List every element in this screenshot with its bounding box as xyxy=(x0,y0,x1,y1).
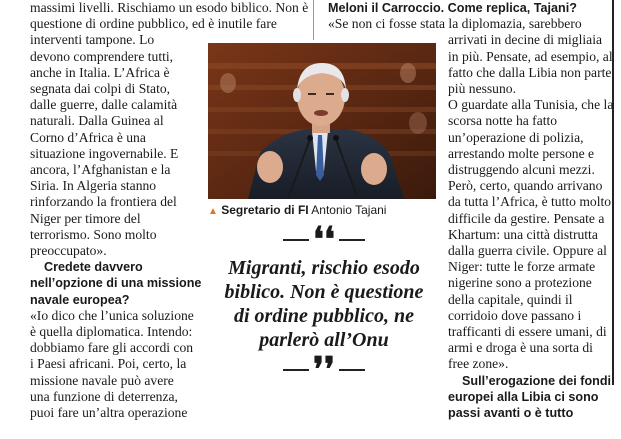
text-line: questione di ordine pubblico, ed è inutile fare xyxy=(30,16,277,32)
text-line: Però, certo, quando arrivano xyxy=(448,178,603,194)
interview-question-2 xyxy=(328,373,610,422)
text-line: situazione ingovernabile. E xyxy=(30,145,179,161)
quote-rule-left xyxy=(283,369,309,371)
text-line: dalla guerra civile. Oppure al xyxy=(448,243,607,259)
text-line: arrivati in decine di migliaia xyxy=(448,32,603,48)
text-line: una funzione di deterrenza, xyxy=(30,388,178,404)
text-line: è quella diplomatica. Intendo: xyxy=(30,324,193,340)
text-line: trafficanti di essere umani, di xyxy=(448,324,607,340)
text-line: segnata dai colpi di Stato, xyxy=(30,81,171,97)
text-line: da tutta l’Africa, è tutto molto xyxy=(448,194,612,210)
text-line: distruggendo alcuni mezzi. xyxy=(448,162,595,178)
text-line: corridoio dove passano i xyxy=(448,307,582,323)
question-line: nell’opzione di una missione xyxy=(30,276,202,291)
text-line: devono comprendere tutti, xyxy=(30,48,174,64)
text-line: Niger per timore del xyxy=(30,210,141,226)
text-line: «Io dico che l’unica soluzione xyxy=(30,307,194,323)
caption-triangle-icon: ▲ xyxy=(208,206,218,217)
text-line: i Paesi africani. Poi, certo, la xyxy=(30,356,187,372)
text-line: nigerine sono a protezione xyxy=(448,275,592,291)
text-line: della capitale, quindi il xyxy=(448,291,573,307)
text-line: armi e droga è una sorta di xyxy=(448,340,593,356)
text-line: anche in Italia. L’Africa è xyxy=(30,64,170,80)
text-line: un’operazione di polizia, xyxy=(448,129,584,145)
open-quote-icon: ❛❛ xyxy=(313,220,335,260)
text-line: fatto che dalla Libia non parte xyxy=(448,64,612,80)
text-line: Khartum: una città distrutta xyxy=(448,226,598,242)
text-line: dalle guerre, dalle calamità xyxy=(30,97,178,113)
text-line: preoccupato». xyxy=(30,243,107,259)
question-line: Sull’erogazione dei fondi xyxy=(462,373,612,388)
caption-role: Segretario di FI xyxy=(221,203,309,217)
text-line: dobbiamo fare gli accordi con xyxy=(30,340,194,356)
interview-question xyxy=(30,259,202,308)
text-line: puoi fare un’altra operazione xyxy=(30,405,188,421)
right-article-column xyxy=(328,0,614,421)
question-line: navale europea? xyxy=(30,292,130,307)
question-line: europei alla Libia ci sono xyxy=(448,389,599,404)
text-line: scorsa notte ha fatto xyxy=(448,113,558,129)
text-line: terrorismo. Sono molto xyxy=(30,226,157,242)
text-line: free zone». xyxy=(448,356,509,372)
quote-rule-left xyxy=(283,239,309,241)
column-divider xyxy=(313,0,314,40)
interview-answer xyxy=(30,308,202,421)
text-line: rinforzando la frontiera del xyxy=(30,194,177,210)
text-line: Niger: tutte le forze armate xyxy=(448,259,596,275)
pull-quote-line: di ordine pubblico, ne xyxy=(233,305,414,327)
pull-quote-line: biblico. Non è questione xyxy=(224,281,424,303)
close-quote-icon: ❜❜ xyxy=(313,350,335,390)
caption-name: Antonio Tajani xyxy=(311,203,387,217)
text-line: Corno d’Africa è una xyxy=(30,129,146,145)
text-line: ancora, l’Afghanistan e la xyxy=(30,162,171,178)
text-line: più nessuno. xyxy=(448,81,516,97)
question-line: Meloni il Carroccio. Come replica, Tajani? xyxy=(328,1,577,15)
text-line: arrestando molte persone e xyxy=(448,145,595,161)
text-line: «Se non ci fosse stata la diplomazia, sarebbero xyxy=(328,16,582,32)
text-line: massimi livelli. Rischiamo un esodo biblico. Non è xyxy=(30,0,309,15)
question-line: passi avanti o è tutto xyxy=(448,406,574,421)
text-line: in più. Pensate, ad esempio, al xyxy=(448,48,613,64)
text-line: interventi tampone. Lo xyxy=(30,32,155,48)
question-line: Credete davvero xyxy=(44,260,143,275)
text-line: naturali. Dalla Guinea al xyxy=(30,113,164,129)
pull-quote-line: parlerò all’Onu xyxy=(259,329,389,351)
interview-question xyxy=(328,0,610,16)
text-line: missione navale può avere xyxy=(30,372,174,388)
text-line: O guardate alla Tunisia, che la xyxy=(448,97,614,113)
text-line: difficile da gestire. Pensate a xyxy=(448,210,605,226)
pull-quote-line: Migranti, rischio esodo xyxy=(228,257,420,279)
text-line: Siria. In Algeria stanno xyxy=(30,178,157,194)
interview-answer xyxy=(328,16,614,372)
